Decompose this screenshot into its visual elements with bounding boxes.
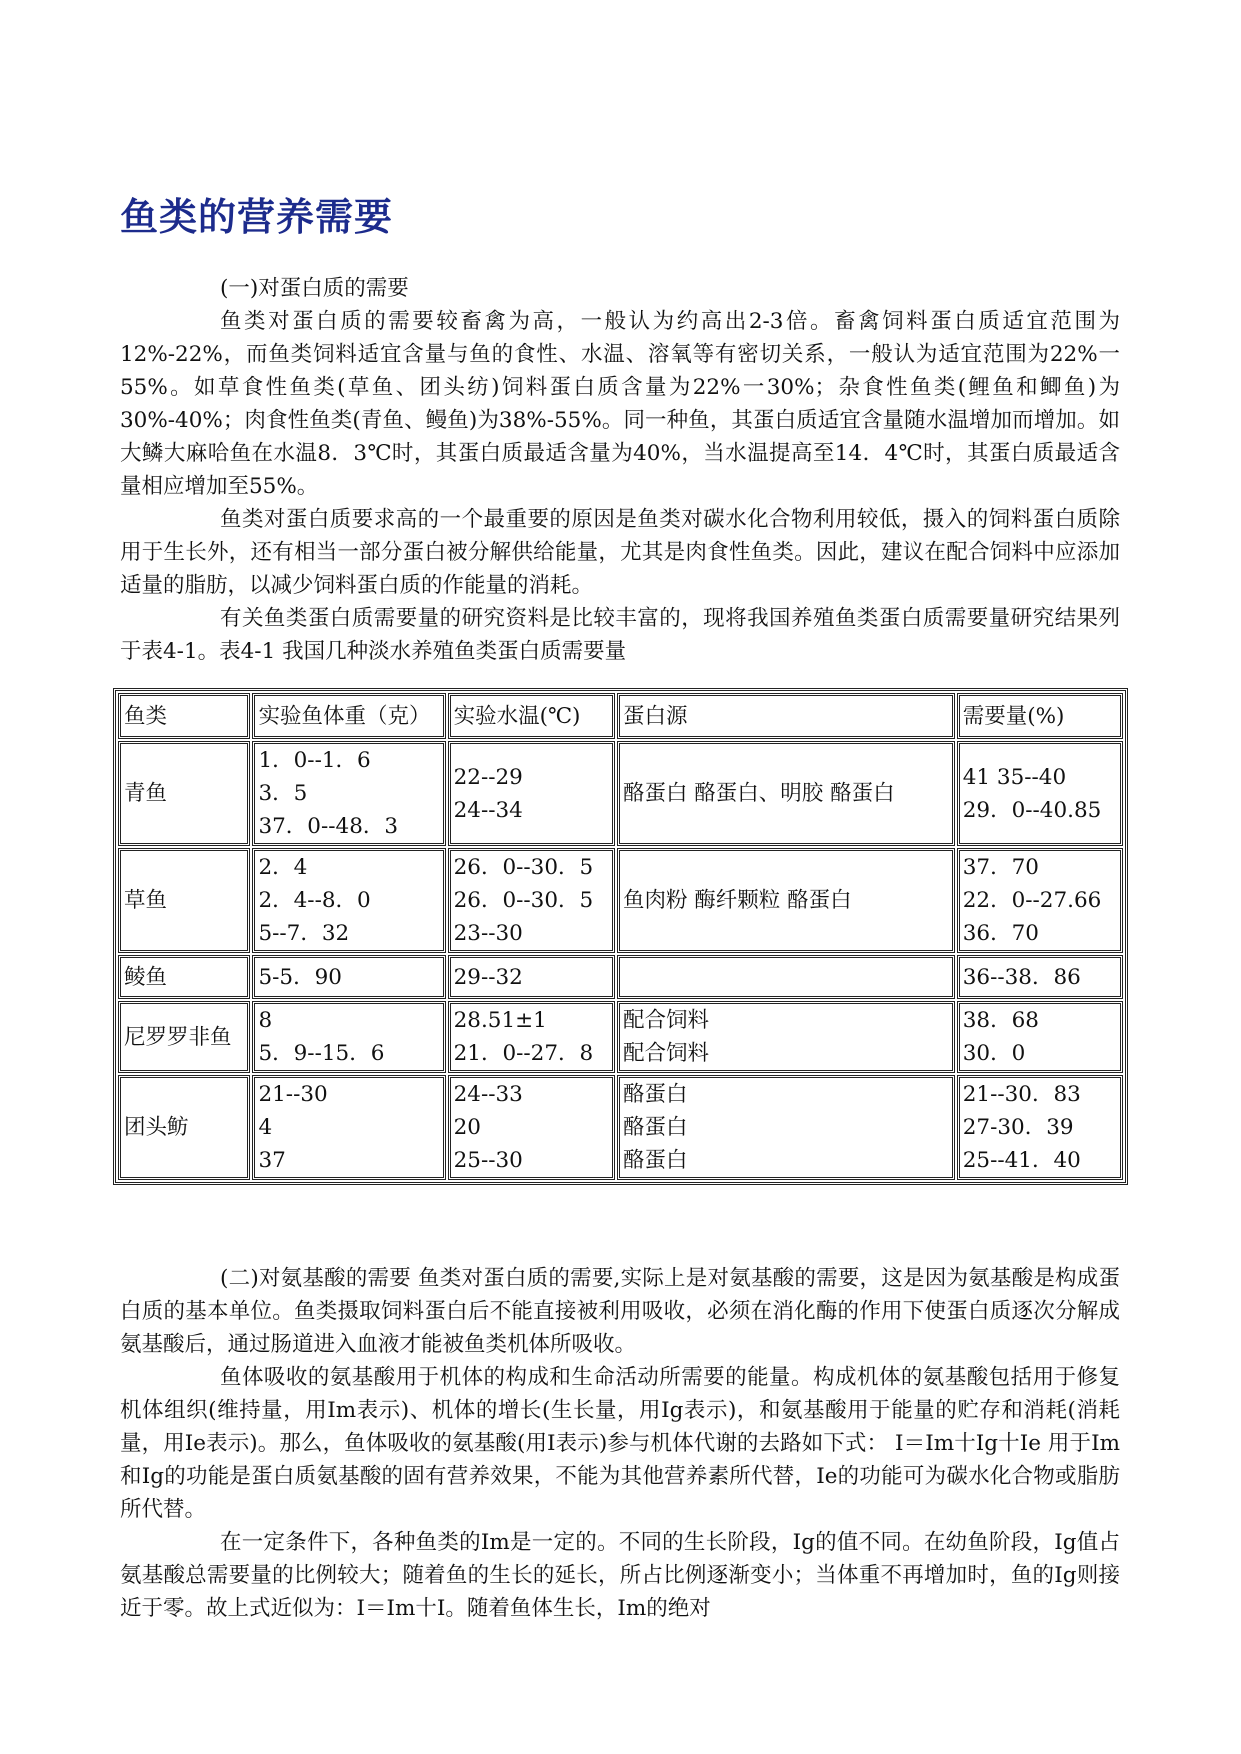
paragraph-protein-range: 鱼类对蛋白质的需要较畜禽为高，一般认为约高出2-3倍。畜禽饲料蛋白质适宜范围为12%-22%，而鱼类饲料适宜含量与鱼的食性、水温、溶氧等有密切关系，一般认为适宜范围为22%一55%。如草食性鱼类(草鱼、团头纺)饲料蛋白质含量为22%一30%；杂食性鱼类(鲤鱼和鲫鱼)为30%-40%；肉食性鱼类(青鱼、鳗鱼)为38%-55%。同一种鱼，其蛋白质适宜含量随水温增加而增加。如大鳞大麻哈鱼在水温8．3℃时，其蛋白质最适含量为40%，当水温提高至14．4℃时，其蛋白质最适含量相应增加至55%。 — [120, 309, 1120, 499]
page-title: 鱼类的营养需要 — [120, 195, 394, 239]
cell-line: 29．0--40.85 — [962, 797, 1102, 823]
cell-line: 8 — [258, 1008, 273, 1033]
cell-line: 26．0--30．5 — [453, 888, 594, 913]
cell-line: 1．0--1．6 — [258, 748, 371, 773]
cell-line: 41 35--40 — [962, 764, 1067, 790]
cell-weight — [252, 1001, 445, 1073]
cell-line: 27-30．39 — [962, 1115, 1074, 1140]
cell-line: 5-5．90 — [258, 964, 342, 990]
table-header-row — [118, 693, 1123, 739]
cell-weight — [252, 741, 445, 846]
cell-line: 5．9--15．6 — [258, 1041, 385, 1066]
cell-fish: 鲮鱼 — [118, 955, 250, 999]
cell-temp — [448, 1075, 615, 1180]
cell-line: 5--7．32 — [258, 921, 350, 946]
header-cell-source: 蛋白源 — [617, 693, 955, 739]
cell-source — [617, 955, 955, 999]
cell-fish: 尼罗罗非鱼 — [118, 1001, 250, 1073]
cell-temp — [448, 848, 615, 953]
cell-need — [957, 848, 1123, 953]
header-cell-fish: 鱼类 — [118, 693, 250, 739]
cell-temp — [448, 741, 615, 846]
paragraph-amino-acid-need: (二)对氨基酸的需要 鱼类对蛋白质的需要,实际上是对氨基酸的需要，这是因为氨基酸是构成蛋白质的基本单位。鱼类摄取饲料蛋白后不能直接被利用吸收，必须在消化酶的作用下使蛋白质逐次分解成氨基酸后，通过肠道进入血液才能被鱼类机体所吸收。 — [120, 1266, 1120, 1357]
cell-line: 24--34 — [453, 797, 523, 823]
cell-fish: 团头鲂 — [118, 1075, 250, 1180]
cell-line: 28.51±1 — [453, 1008, 547, 1033]
cell-need — [957, 1075, 1123, 1180]
cell-source — [617, 1075, 955, 1180]
cell-line: 36--38．86 — [962, 964, 1081, 990]
cell-line: 配合饲料 — [622, 1041, 709, 1066]
cell-weight — [252, 955, 445, 999]
cell-source — [617, 848, 955, 953]
cell-need — [957, 955, 1123, 999]
protein-requirement-table-wrapper — [113, 688, 1128, 1185]
protein-requirement-table — [113, 688, 1128, 1185]
cell-line: 37 — [258, 1148, 286, 1173]
cell-line: 36．70 — [962, 921, 1039, 946]
header-cell-weight: 实验鱼体重（克） — [252, 693, 445, 739]
table-row — [118, 955, 1123, 999]
cell-line: 23--30 — [453, 921, 523, 946]
cell-weight — [252, 848, 445, 953]
cell-line: 酪蛋白 — [622, 1115, 688, 1140]
cell-need — [957, 741, 1123, 846]
cell-line: 3．5 — [258, 781, 308, 806]
table-row — [118, 848, 1123, 953]
cell-weight — [252, 1075, 445, 1180]
cell-temp — [448, 955, 615, 999]
cell-fish: 草鱼 — [118, 848, 250, 953]
cell-need — [957, 1001, 1123, 1073]
cell-line: 26．0--30．5 — [453, 855, 594, 880]
table-row — [118, 1001, 1123, 1073]
cell-line: 4 — [258, 1115, 273, 1140]
paragraph-amino-acid-use: 鱼体吸收的氨基酸用于机体的构成和生命活动所需要的能量。构成机体的氨基酸包括用于修复机体组织(维持量，用Im表示)、机体的增长(生长量，用Ig表示)，和氨基酸用于能量的贮存和消耗(消耗量，用Ie表示)。那么，鱼体吸收的氨基酸(用I表示)参与机体代谢的去路如下式： I＝Im十Ig十Ie 用于Im和Ig的功能是蛋白质氨基酸的固有营养效果，不能为其他营养素所代替，Ie的功能可为碳水化合物或脂肪所代替。 — [120, 1365, 1120, 1522]
cell-line: 鱼肉粉 酶纤颗粒 酪蛋白 — [622, 888, 852, 913]
cell-line: 30．0 — [962, 1041, 1026, 1066]
cell-line: 25--30 — [453, 1148, 523, 1173]
cell-line: 配合饲料 — [622, 1008, 709, 1033]
cell-line: 22--29 — [453, 764, 523, 790]
cell-line: 21．0--27．8 — [453, 1041, 594, 1066]
cell-fish: 青鱼 — [118, 741, 250, 846]
paragraph-protein-reason: 鱼类对蛋白质要求高的一个最重要的原因是鱼类对碳水化合物利用较低，摄入的饲料蛋白质除用于生长外，还有相当一部分蛋白被分解供给能量，尤其是肉食性鱼类。因此，建议在配合饲料中应添加适量的脂肪，以减少饲料蛋白质的作能量的消耗。 — [120, 507, 1120, 598]
cell-line: 酪蛋白 — [622, 1082, 688, 1107]
cell-line: 24--33 — [453, 1082, 523, 1107]
paragraph-amino-acid-growth: 在一定条件下，各种鱼类的Im是一定的。不同的生长阶段，Ig的值不同。在幼鱼阶段，Ig值占氨基酸总需要量的比例较大；随着鱼的生长的延长，所占比例逐渐变小；当体重不再增加时，鱼的Ig则接近于零。故上式近似为：I＝Im十I。随着鱼体生长，Im的绝对 — [120, 1530, 1120, 1621]
cell-line: 22．0--27.66 — [962, 888, 1102, 913]
cell-line: 29--32 — [453, 964, 523, 990]
section-heading-protein: (一)对蛋白质的需要 — [220, 276, 409, 301]
cell-line: 37．0--48．3 — [258, 814, 399, 839]
cell-temp — [448, 1001, 615, 1073]
cell-line: 2．4 — [258, 855, 308, 880]
header-cell-need: 需要量(%) — [957, 693, 1123, 739]
cell-line: 25--41．40 — [962, 1148, 1081, 1173]
cell-line: 21--30 — [258, 1082, 328, 1107]
header-cell-temp: 实验水温(℃) — [448, 693, 615, 739]
table-row — [118, 1075, 1123, 1180]
table-row — [118, 741, 1123, 846]
cell-source — [617, 1001, 955, 1073]
cell-line: 酪蛋白 — [622, 1148, 688, 1173]
cell-source — [617, 741, 955, 846]
cell-line: 37．70 — [962, 855, 1039, 880]
cell-line: 38．68 — [962, 1008, 1039, 1033]
cell-line: 2．4--8．0 — [258, 888, 371, 913]
cell-line: 20 — [453, 1115, 481, 1140]
cell-line: 酪蛋白 酪蛋白、明胶 酪蛋白 — [622, 781, 895, 806]
cell-line: 21--30．83 — [962, 1082, 1081, 1107]
paragraph-table-intro: 有关鱼类蛋白质需要量的研究资料是比较丰富的，现将我国养殖鱼类蛋白质需要量研究结果列于表4-1。表4-1 我国几种淡水养殖鱼类蛋白质需要量 — [120, 606, 1120, 664]
